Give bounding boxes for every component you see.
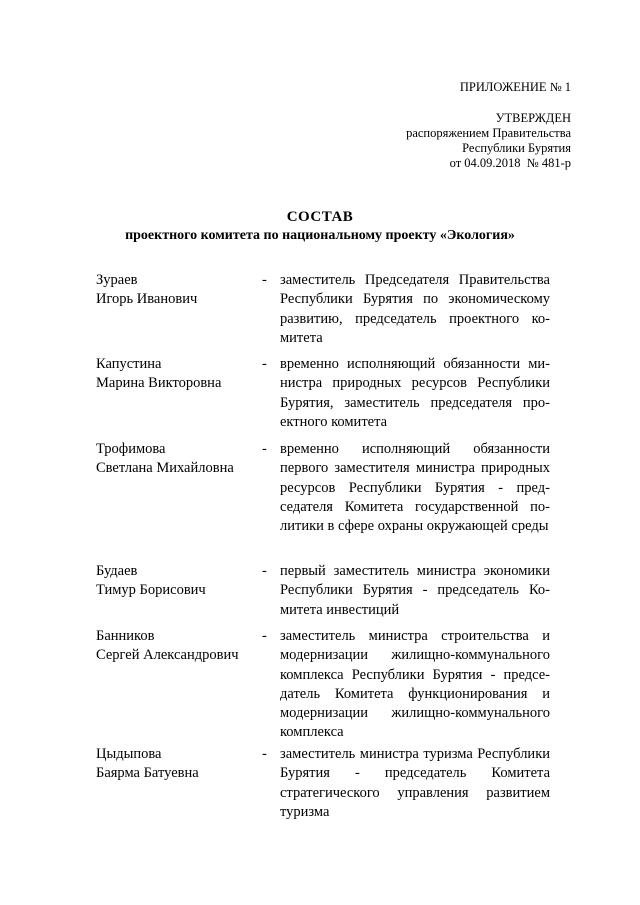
member-dash: - xyxy=(262,356,267,372)
document-title xyxy=(0,208,640,245)
member-given-names: Баярма Батуевна xyxy=(96,765,199,782)
member-given-names: Сергей Александрович xyxy=(96,647,239,664)
member-given-names: Марина Викторовна xyxy=(96,375,222,392)
approved-by-line-1: распоряжением Правительства xyxy=(406,126,571,140)
member-name xyxy=(96,355,256,394)
appendix-label xyxy=(460,80,571,95)
member-dash: - xyxy=(262,628,267,644)
member-dash: - xyxy=(262,272,267,288)
member-given-names: Светлана Михайловна xyxy=(96,460,234,477)
member-role: заместитель министра строительства и модернизации жилищно-коммунального комплекса Республики Бурятия - председатель Комитета функционирования и модернизации жилищно-коммунального комплекса xyxy=(280,628,550,741)
member-name xyxy=(96,745,256,784)
member-role: временно исполняющий обязанности первого заместителя министра природных ресурсов Республики Бурятия - председателя Комитета государственной политики в сфере охраны окружающей среды xyxy=(280,441,550,535)
member-role: временно исполняющий обязанности министра природных ресурсов Республики Бурятия, заместитель председателя проектного комитета xyxy=(280,356,550,430)
title-main: СОСТАВ xyxy=(286,209,354,225)
member-dash: - xyxy=(262,563,267,579)
member-name xyxy=(96,271,256,310)
member-name xyxy=(96,627,256,666)
member-name xyxy=(96,440,256,479)
order-date-number: от 04.09.2018 № 481-р xyxy=(449,156,571,170)
member-surname: Банников xyxy=(96,628,155,644)
member-surname: Цыдыпова xyxy=(96,746,162,762)
member-dash: - xyxy=(262,441,267,457)
approved-label: УТВЕРЖДЕН xyxy=(495,111,571,125)
member-dash: - xyxy=(262,746,267,762)
member-name xyxy=(96,562,256,601)
member-surname: Капустина xyxy=(96,356,162,372)
member-role: заместитель Председателя Правительства Республики Бурятия по экономическому развитию, председатель проектного комитета xyxy=(280,272,550,346)
member-surname: Будаев xyxy=(96,563,138,579)
member-surname: Зураев xyxy=(96,272,138,288)
member-role: первый заместитель министра экономики Республики Бурятия - председатель Комитета инвестиций xyxy=(280,563,550,618)
title-subtitle: проектного комитета по национальному проекту «Экология» xyxy=(125,228,515,243)
member-given-names: Игорь Иванович xyxy=(96,291,198,308)
appendix-number: ПРИЛОЖЕНИЕ № 1 xyxy=(459,80,571,94)
approval-stamp xyxy=(406,111,571,171)
member-given-names: Тимур Борисович xyxy=(96,582,206,599)
approved-by-line-2: Республики Бурятия xyxy=(462,141,571,155)
member-role: заместитель министра туризма Республики Бурятия - председатель Комитета стратегического управления развитием туризма xyxy=(280,746,550,820)
member-surname: Трофимова xyxy=(96,441,166,457)
